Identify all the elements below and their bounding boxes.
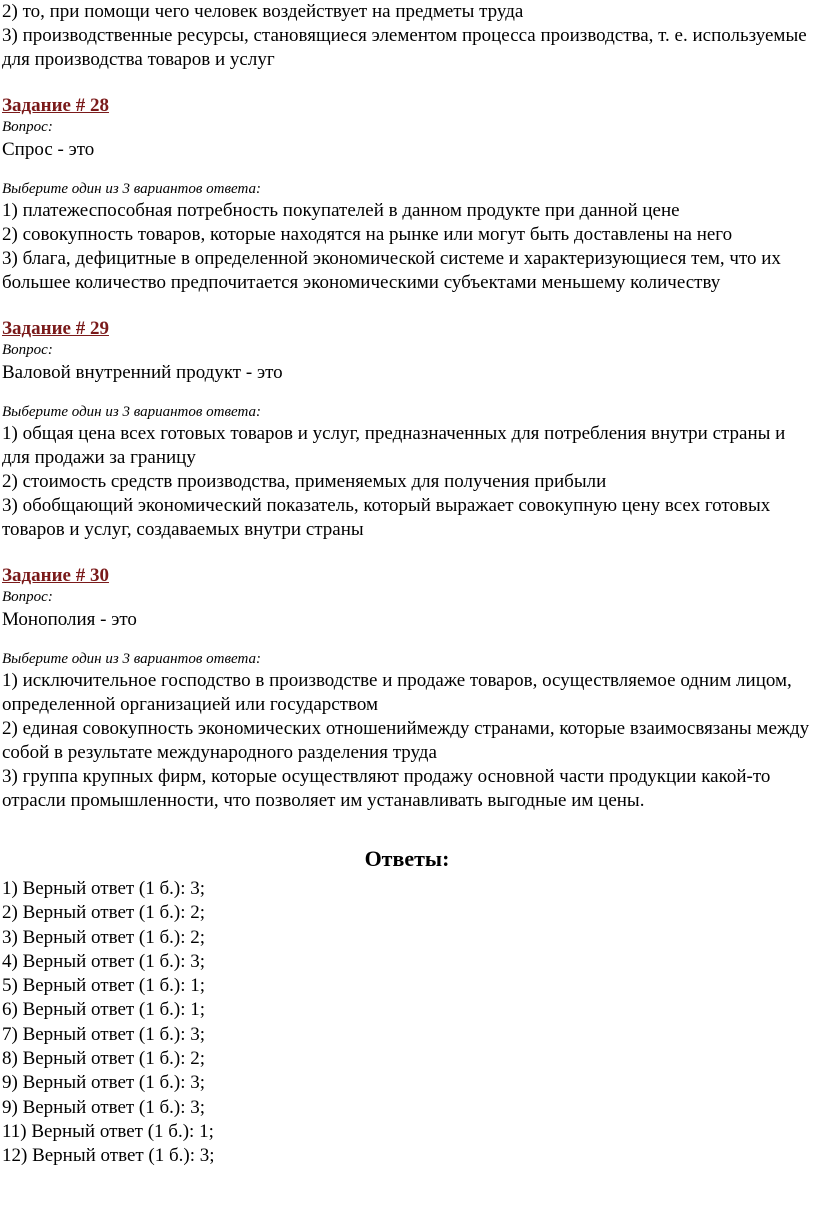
answer-line: 3) Верный ответ (1 б.): 2;: [2, 926, 206, 948]
answer-line: 1) Верный ответ (1 б.): 3;: [2, 878, 206, 899]
answer-line: 12) Верный ответ (1 б.): 3;: [2, 1145, 215, 1167]
question-label: Вопрос:: [2, 342, 53, 358]
option-line: 2) то, при помощи чего человек воздействует на предметы труда: [2, 1, 524, 22]
option-line: 2) единая совокупность экономических отношениймежду странами, которые взаимосвязаны между собой в результате международного разделения труда: [2, 718, 810, 763]
task-30: [2, 564, 812, 813]
task-title[interactable]: Задание # 28: [2, 95, 109, 116]
task-title[interactable]: Задание # 29: [2, 318, 109, 339]
option-line: 3) обобщающий экономический показатель, который выражает совокупную цену всех готовых товаров и услуг, создаваемых внутри страны: [2, 495, 771, 540]
question-label: Вопрос:: [2, 589, 53, 605]
choose-label: Выберите один из 3 вариантов ответа:: [2, 404, 261, 420]
option-line: 3) производственные ресурсы, становящиеся элементом процесса производства, т. е. используемые для производства товаров и услуг: [2, 25, 807, 70]
answer-line: 11) Верный ответ (1 б.): 1;: [2, 1120, 214, 1142]
answer-line: 7) Верный ответ (1 б.): 3;: [2, 1023, 206, 1045]
task-29: [2, 317, 812, 542]
question-label: Вопрос:: [2, 119, 53, 135]
option-line: 3) группа крупных фирм, которые осуществляют продажу основной части продукции какой-то отрасли промышленности, что позволяет им устанавливать выгодные им цены.: [2, 766, 771, 811]
answer-line: 9) Верный ответ (1 б.): 3;: [2, 1096, 206, 1118]
answers-section: [2, 845, 812, 1169]
answers-title: Ответы:: [364, 846, 450, 871]
option-line: 1) исключительное господство в производстве и продаже товаров, осуществляемое одним лицом, определенной организацией или государством: [2, 670, 792, 715]
option-line: 1) общая цена всех готовых товаров и услуг, предназначенных для потребления внутри страны и для продажи за границу: [2, 423, 786, 468]
answer-line: 2) Верный ответ (1 б.): 2;: [2, 902, 206, 924]
task-title[interactable]: Задание # 30: [2, 565, 109, 586]
option-line: 3) блага, дефицитные в определенной экономической системе и характеризующиеся тем, что их большее количество предпочитается экономическими субъектами меньшему количеству: [2, 248, 781, 293]
answer-line: 5) Верный ответ (1 б.): 1;: [2, 975, 206, 997]
question-text: Монополия - это: [2, 609, 137, 630]
option-line: 1) платежеспособная потребность покупателей в данном продукте при данной цене: [2, 200, 680, 221]
answer-line: 9) Верный ответ (1 б.): 3;: [2, 1072, 206, 1094]
answer-line: 6) Верный ответ (1 б.): 1;: [2, 999, 206, 1021]
previous-task-options: [2, 0, 812, 72]
question-text: Валовой внутренний продукт - это: [2, 362, 283, 383]
question-text: Спрос - это: [2, 139, 95, 160]
choose-label: Выберите один из 3 вариантов ответа:: [2, 651, 261, 667]
choose-label: Выберите один из 3 вариантов ответа:: [2, 181, 261, 197]
answer-line: 8) Верный ответ (1 б.): 2;: [2, 1048, 206, 1070]
option-line: 2) совокупность товаров, которые находятся на рынке или могут быть доставлены на него: [2, 224, 733, 245]
task-28: [2, 94, 812, 295]
option-line: 2) стоимость средств производства, применяемых для получения прибыли: [2, 471, 607, 492]
answer-line: 4) Верный ответ (1 б.): 3;: [2, 950, 206, 972]
